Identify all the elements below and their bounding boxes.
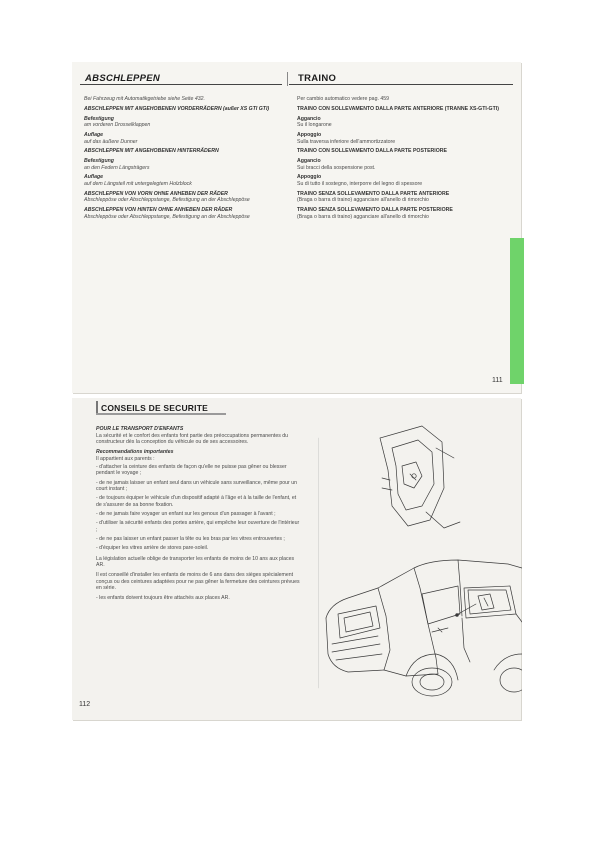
it-heading: TRAINO CON SOLLEVAMENTO DALLA PARTE POSTERIORE [297, 148, 447, 155]
fr-bullet-list [96, 464, 301, 552]
child-seat-detail [478, 594, 494, 610]
page-number-111: 111 [492, 377, 503, 384]
de-label: Auflage [84, 174, 104, 181]
conseils-title-bar [96, 413, 226, 415]
fr-subhead: Recommandations importantes [96, 448, 174, 455]
traino-column [297, 96, 507, 224]
de-heading: ABSCHLEPPEN MIT ANGEHOBENEN VORDERRÄDERN (außer XS GTI GTI) [84, 105, 270, 112]
de-heading: ABSCHLEPPEN VON HINTEN OHNE ANHEBEN DER RÄDER [84, 207, 233, 214]
fr-bullet: - de toujours équiper le véhicule d'un dispositif adapté à l'âge et à la taille de l'enfant, et de s'assurer de sa bonne fixation. [96, 495, 297, 508]
de-line: Bei Fahrzeug mit Automatikgetriebe siehe Seite 432. [84, 96, 205, 102]
traino-title-rule [289, 84, 513, 85]
it-heading: TRAINO SENZA SOLLEVAMENTO DALLA PARTE ANTERIORE [297, 190, 450, 197]
car-body [326, 560, 522, 676]
fr-bullet: - d'attacher la ceinture des enfants de façon qu'elle ne puisse pas gêner ou blesser pendant le voyage ; [96, 463, 287, 477]
fr-legal: Il est conseillé d'installer les enfants de moins de 6 ans dans des sièges spécialement conçus ou des ceintures adaptées pour ne pas gêner la fermeture des ceintures prévues en série. [96, 572, 300, 592]
it-line: (Braga o barra di traino) agganciare all'anello di rimorchio [297, 197, 429, 204]
green-section-tab [510, 238, 524, 384]
de-label: Befestigung [84, 115, 114, 122]
de-label: Auflage [84, 131, 104, 138]
it-line: Su il longarone [297, 122, 332, 129]
conseils-title: CONSEILS DE SECURITE [101, 403, 208, 413]
fr-bullet: - de ne pas laisser un enfant passer la tête ou les bras par les vitres entrouvertes ; [96, 536, 285, 543]
de-line: auf das äußere Dunner [84, 138, 138, 145]
abschleppen-column [84, 96, 280, 224]
it-label: Aggancio [297, 115, 321, 122]
de-heading: ABSCHLEPPEN VON VORN OHNE ANHEBEN DER RÄDER [84, 190, 228, 197]
de-line: auf dem Längsteil mit untergelegtem Holzblock [84, 181, 192, 188]
fr-bullet: - d'utiliser la sécurité enfants des portes arrière, qui empêche leur ouverture de l'intérieur ; [96, 520, 300, 533]
de-label: Befestigung [84, 158, 114, 165]
it-line: (Braga o barra di traino) agganciare all'anello di rimorchio [297, 213, 429, 220]
it-line: Sui bracci della sospensione post. [297, 164, 376, 171]
it-line: Per cambio automatico vedere pag. 459 [297, 96, 389, 102]
fr-bullet: - de ne jamais laisser un enfant seul dans un véhicule sans surveillance, même pour un court instant ; [96, 479, 297, 493]
traino-title: TRAINO [298, 73, 337, 84]
it-label: Appoggio [297, 174, 322, 181]
it-heading: TRAINO CON SOLLEVAMENTO DALLA PARTE ANTERIORE (TRANNE XS-GTI-GTI) [297, 105, 499, 112]
fr-legal: La législation actuelle oblige de transporter les enfants de moins de 10 ans aux places AR. [96, 555, 295, 569]
car-rear-door-illustration [318, 418, 522, 716]
conseils-column [96, 426, 301, 605]
fr-bullet: - de ne jamais faire voyager un enfant sur les genoux d'un passager à l'avant ; [96, 511, 276, 518]
it-line: Su di tutto il sostegno, interporre del legno di spessore [297, 181, 423, 188]
it-heading: TRAINO SENZA SOLLEVAMENTO DALLA PARTE POSTERIORE [297, 207, 453, 214]
de-line: Abschleppöse oder Abschleppstange, Befestigung an der Abschleppöse [84, 197, 250, 204]
column-divider [287, 72, 288, 86]
it-label: Aggancio [297, 158, 321, 165]
fr-legal: - les enfants doivent toujours être attachés aux places AR. [96, 595, 230, 601]
it-label: Appoggio [297, 131, 322, 138]
de-line: Abschleppöse oder Abschleppstange, Befestigung an der Abschleppöse [84, 213, 250, 220]
fr-intro: La sécurité et le confort des enfants font partie des préoccupations permanentes du constructeur dès la conception du véhicule ou de ses accessoires. [96, 432, 289, 446]
door-lock-detail [380, 426, 460, 528]
abschleppen-title: ABSCHLEPPEN [85, 73, 161, 84]
de-heading: ABSCHLEPPEN MIT ANGEHOBENEN HINTERRÄDERN [84, 148, 219, 155]
de-line: am vorderen Drosselklappen [84, 122, 151, 129]
it-line: Sulla traversa inferiore dell'ammortizzatore [297, 138, 396, 145]
fr-bullet: - d'équiper les vitres arrière de stores pare-soleil. [96, 545, 209, 552]
page-number-112: 112 [79, 701, 91, 708]
de-line: an den Federn Längsträgers [84, 164, 150, 171]
fr-lead: Il appartient aux parents : [96, 455, 155, 462]
abschleppen-title-rule [80, 84, 282, 85]
fr-heading: POUR LE TRANSPORT D'ENFANTS [96, 426, 184, 432]
